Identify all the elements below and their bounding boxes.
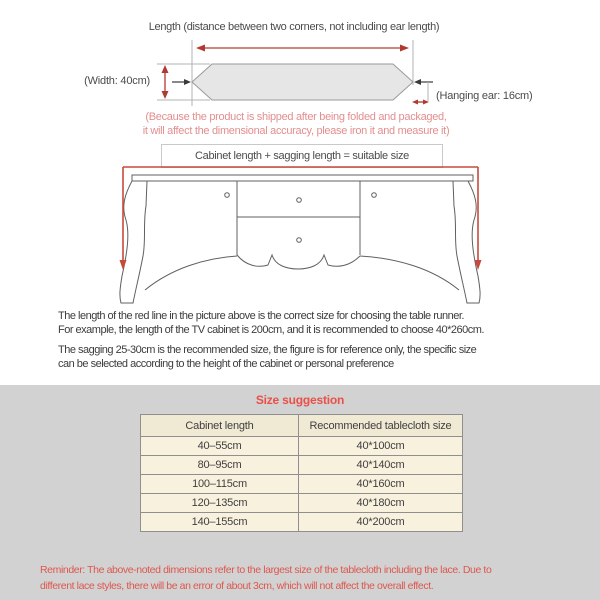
tablecloth-size-cell: 40*140cm	[299, 456, 463, 475]
top-drawer-knob	[297, 198, 302, 203]
size-suggestion-table	[140, 414, 463, 532]
reminder-line2: different lace styles, there will be an error of about 3cm, which will not affect the overall effect.	[40, 579, 434, 592]
table-row	[141, 513, 463, 532]
table-row	[141, 494, 463, 513]
table-header-row	[141, 415, 463, 437]
table-row	[141, 437, 463, 456]
reminder-line1: Reminder: The above-noted dimensions refer to the largest size of the tablecloth including the lace. Due to	[40, 564, 492, 576]
cabinet-length-cell: 40–55cm	[141, 437, 299, 456]
hanging-ear-label: (Hanging ear: 16cm)	[436, 90, 533, 102]
ear-arrow-left-head	[412, 100, 418, 105]
formula-label: Cabinet length + sagging length = suitable size	[161, 144, 443, 168]
cabinet-top-board	[132, 175, 473, 181]
tablecloth-size-cell: 40*180cm	[299, 494, 463, 513]
table-row	[141, 475, 463, 494]
cabinet-length-cell: 100–115cm	[141, 475, 299, 494]
sagging-note	[58, 344, 476, 371]
cabinet-right-leg	[453, 181, 480, 303]
reminder-note	[40, 563, 491, 594]
cabinet-length-cell: 140–155cm	[141, 513, 299, 532]
size-suggestion-title: Size suggestion	[255, 393, 345, 407]
runner-shape	[192, 64, 413, 100]
folding-note-line1: (Because the product is shipped after being folded and packaged,	[145, 111, 447, 123]
cabinet-length-cell: 80–95cm	[141, 456, 299, 475]
width-arrow-bottom-head	[162, 91, 169, 99]
right-pointer-arrow-head	[414, 79, 421, 85]
right-door-knob	[372, 193, 377, 198]
runner-width-label: (Width: 40cm)	[84, 75, 150, 87]
folding-note-line2: it will affect the dimensional accuracy, please iron it and measure it)	[142, 125, 450, 137]
tablecloth-size-cell: 40*100cm	[299, 437, 463, 456]
col-header-cabinet-length: Cabinet length	[141, 415, 299, 437]
left-pointer-arrow-head	[184, 79, 191, 85]
red-line-note-line1: The length of the red line in the picture above is the correct size for choosing the table runner.	[58, 310, 464, 322]
col-header-tablecloth-size: Recommended tablecloth size	[299, 415, 463, 437]
folding-note	[0, 110, 592, 138]
length-arrow-right-head	[400, 45, 409, 52]
table-row	[141, 456, 463, 475]
red-line-note-line2: For example, the length of the TV cabinet is 200cm, and it is recommended to choose 40*260cm.	[58, 323, 484, 336]
sagging-note-line2: can be selected according to the height of the cabinet or personal preference	[58, 357, 394, 370]
length-arrow-left-head	[196, 45, 205, 52]
left-apron-curve	[145, 256, 237, 290]
bottom-drawer-knob	[297, 238, 302, 243]
cabinet-left-leg	[120, 181, 147, 303]
tablecloth-size-cell: 40*200cm	[299, 513, 463, 532]
runner-length-label: Length (distance between two corners, not including ear length)	[148, 21, 440, 33]
red-line-note	[58, 310, 484, 337]
right-apron-curve	[360, 256, 459, 290]
left-door-knob	[225, 193, 230, 198]
tablecloth-size-cell: 40*160cm	[299, 475, 463, 494]
width-arrow-top-head	[162, 65, 169, 73]
cabinet-length-cell: 120–135cm	[141, 494, 299, 513]
sagging-note-line1: The sagging 25-30cm is the recommended size, the figure is for reference only, the specific size	[58, 344, 477, 356]
tv-cabinet-diagram	[100, 160, 500, 310]
scalloped-bottom-edge	[237, 255, 360, 269]
